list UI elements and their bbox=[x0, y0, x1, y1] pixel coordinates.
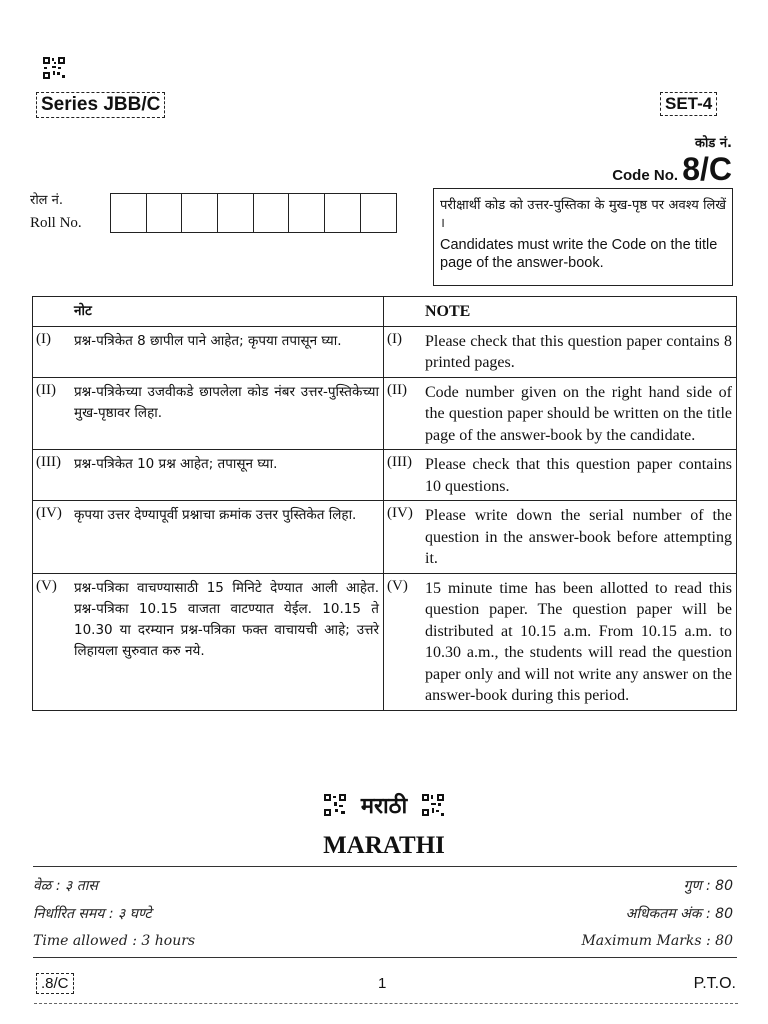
roll-box[interactable] bbox=[254, 194, 290, 232]
code-label-devanagari: कोड नं. bbox=[695, 136, 732, 151]
row-number: (IV) bbox=[387, 505, 413, 521]
code-instruction-hindi: परीक्षार्थी कोड को उत्तर-पुस्तिका के मुख-पृष्ठ पर अवश्य लिखें । bbox=[440, 198, 726, 231]
notes-row bbox=[33, 501, 737, 574]
code-row bbox=[612, 151, 732, 188]
row-number: (III) bbox=[387, 454, 412, 470]
notes-row bbox=[33, 326, 737, 377]
note-english: Code number given on the right hand side of the question paper should be written on the title page of the answer-book by the candidate. bbox=[425, 383, 732, 444]
roll-label-english: Roll No. bbox=[30, 215, 82, 231]
row-number: (II) bbox=[36, 381, 56, 398]
notes-row bbox=[33, 450, 737, 501]
time-row-english bbox=[33, 933, 733, 949]
row-number: (IV) bbox=[36, 505, 62, 521]
roll-number-boxes[interactable] bbox=[110, 193, 397, 233]
time-row-marathi bbox=[33, 876, 733, 895]
roll-label-devanagari: रोल नं. bbox=[30, 193, 63, 208]
notes-header-row bbox=[33, 297, 737, 327]
code-value: 8/C bbox=[682, 151, 732, 187]
code-label: Code No. bbox=[612, 167, 679, 184]
row-number: (V) bbox=[387, 577, 408, 594]
note-marathi: प्रश्न-पत्रिका वाचण्यासाठी 15 मिनिटे देण्यात आली आहेत. प्रश्न-पत्रिका 10.15 वाजता वाटण्यात येईल. 10.15 ते 10.30 या दरम्यान प्रश्न-पत्रिका फक्त वाचायची आहे; उत्तरे लिहायला सुरुवात करु नये. bbox=[74, 579, 379, 659]
qr-code-icon bbox=[421, 793, 445, 817]
row-number: (II) bbox=[387, 381, 407, 398]
note-english: Please check that this question paper contains 10 questions. bbox=[425, 456, 732, 495]
subject-title-marathi-row bbox=[0, 790, 768, 820]
series-label: Series JBB/C bbox=[36, 92, 165, 118]
notes-table bbox=[32, 296, 737, 711]
footer-code: .8/C bbox=[36, 973, 74, 994]
roll-box[interactable] bbox=[325, 194, 361, 232]
divider bbox=[33, 866, 737, 867]
time-allowed-marathi: वेळ : ३ तास bbox=[33, 878, 98, 894]
roll-label bbox=[30, 190, 82, 234]
page-number: 1 bbox=[378, 975, 387, 992]
marks-english: Maximum Marks : 80 bbox=[581, 933, 733, 949]
roll-box[interactable] bbox=[147, 194, 183, 232]
roll-box[interactable] bbox=[111, 194, 147, 232]
qr-code-icon bbox=[42, 56, 66, 80]
notes-header-english: NOTE bbox=[425, 303, 471, 320]
note-marathi: प्रश्न-पत्रिकेत 10 प्रश्न आहेत; तपासून घ्या. bbox=[74, 456, 278, 472]
note-english: Please write down the serial number of the question in the answer-book before attempting it. bbox=[425, 507, 732, 567]
roll-box[interactable] bbox=[218, 194, 254, 232]
roll-box[interactable] bbox=[182, 194, 218, 232]
notes-row bbox=[33, 573, 737, 710]
bottom-dashed-line bbox=[34, 1003, 738, 1004]
roll-box[interactable] bbox=[289, 194, 325, 232]
note-marathi: प्रश्न-पत्रिकेच्या उजवीकडे छापलेला कोड नंबर उत्तर-पुस्तिकेच्या मुख-पृष्ठावर लिहा. bbox=[74, 383, 379, 421]
code-instruction-english: Candidates must write the Code on the title page of the answer-book. bbox=[440, 237, 718, 271]
roll-box[interactable] bbox=[361, 194, 396, 232]
notes-header-marathi: नोट bbox=[74, 303, 92, 319]
set-label: SET-4 bbox=[660, 92, 717, 116]
note-english: 15 minute time has been allotted to read this question paper. The question paper will be distributed at 10.15 a.m. From 10.15 a.m. to 10.30 a.m., the students will read the question paper only and will not write any answer on the answer-book during this period. bbox=[425, 579, 732, 704]
pto-label: P.T.O. bbox=[693, 975, 736, 992]
qr-code-icon bbox=[323, 793, 347, 817]
subject-marathi: मराठी bbox=[360, 794, 408, 819]
notes-row bbox=[33, 377, 737, 450]
note-marathi: कृपया उत्तर देण्यापूर्वी प्रश्नाचा क्रमांक उत्तर पुस्तिकेत लिहा. bbox=[74, 507, 357, 523]
divider bbox=[33, 957, 737, 958]
marks-marathi: गुण : 80 bbox=[683, 878, 733, 894]
marks-hindi: अधिकतम अंक : 80 bbox=[625, 906, 733, 922]
row-number: (I) bbox=[387, 330, 402, 347]
time-allowed-hindi: निर्धारित समय : ३ घण्टे bbox=[33, 906, 152, 922]
code-instruction-box bbox=[433, 188, 733, 286]
time-row-hindi bbox=[33, 904, 733, 923]
note-english: Please check that this question paper contains 8 printed pages. bbox=[425, 332, 732, 371]
code-number-block bbox=[612, 133, 732, 188]
row-number: (III) bbox=[36, 454, 61, 470]
row-number: (V) bbox=[36, 577, 57, 594]
time-allowed-english: Time allowed : 3 hours bbox=[33, 933, 196, 949]
note-marathi: प्रश्न-पत्रिकेत 8 छापील पाने आहेत; कृपया तपासून घ्या. bbox=[74, 332, 342, 349]
subject-english: MARATHI bbox=[323, 832, 445, 859]
row-number: (I) bbox=[36, 330, 51, 347]
